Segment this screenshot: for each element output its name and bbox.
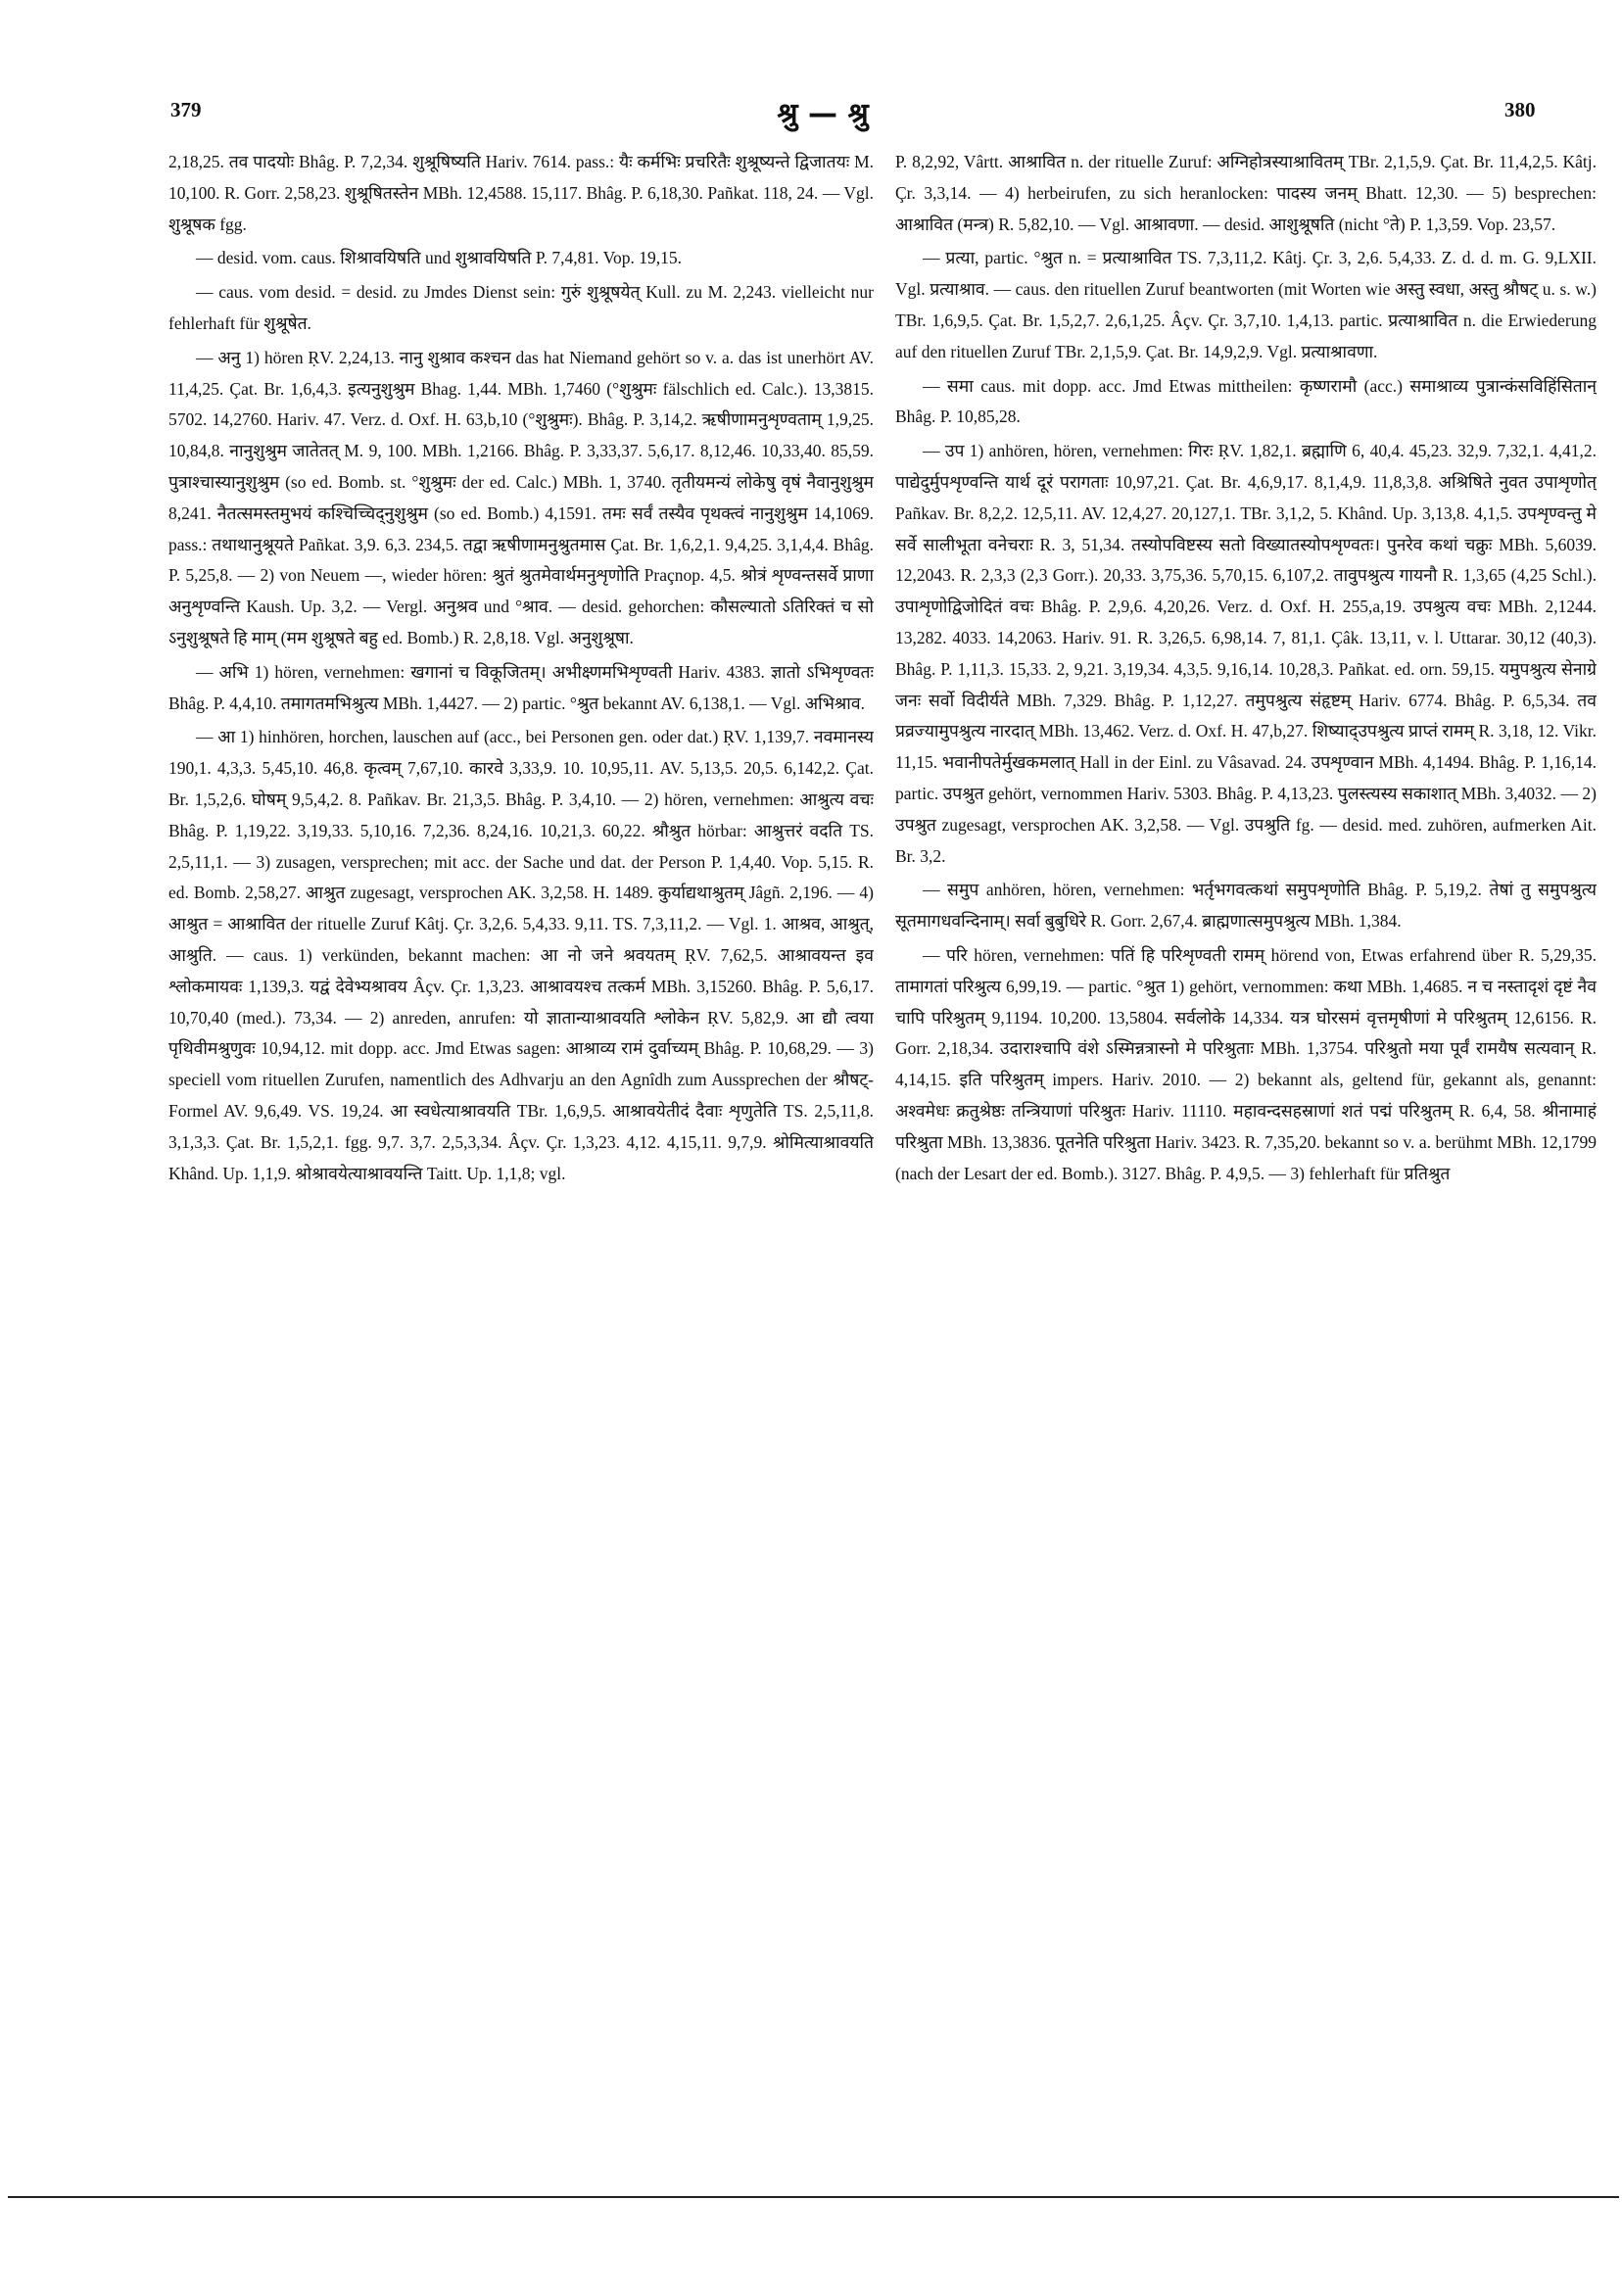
paragraph: — परि hören, vernehmen: पतिं हि परिशृण्वती रामम् hörend von, Etwas erfahrend über R. 5,29,35. तामागतां परिश्रुत्य 6,99,19. — partic. °श्रुत 1) gehört, vernommen: कथा MBh. 1,4685. न च नस्तादृशं दृष्टं नैव चापि परिश्रुतम् 9,1194. 10,200. 13,5804. सर्वलोके 14,334. यत्र घोरसमं वृत्तमृषीणां मे परिश्रुतम् 12,6156. R. Gorr. 2,18,34. उदाराश्चापि वंशे ऽस्मिन्नत्रास्नो मे परिश्रुताः MBh. 1,3754. परिश्रुतो मया पूर्वं रामयैष सत्यवान् R. 4,14,15. इति परिश्रुतम् impers. Hariv. 2010. — 2) bekannt als, geltend für, gekannt als, genannt: अश्वमेधः क्रतुश्रेष्ठः तन्त्रियाणां परिश्रुतः Hariv. 11110. महावन्दसहस्राणां शतं पद्मं परिश्रुतम् R. 6,4, 58. श्रीनामाहं परिश्रुता MBh. 13,3836. पूतनेति परिश्रुता Hariv. 3423. R. 7,35,20. bekannt so v. a. berühmt MBh. 12,1799 (nach der Lesart der ed. Bomb.). 3127. Bhâg. P. 4,9,5. — 3) fehlerhaft für प्रतिश्रुत (895, 944, 1597, 1183)
paragraph: — आ 1) hinhören, horchen, lauschen auf (acc., bei Personen gen. oder dat.) ṚV. 1,139,7. नवमानस्य 190,1. 4,3,3. 5,45,10. 46,8. कृत्वम् 7,67,10. कारवे 3,33,9. 10. 10,95,11. AV. 5,13,5. 20,5. 6,142,2. Çat. Br. 1,5,2,6. घोषम् 9,5,4,2. 8. Pañkav. Br. 21,3,5. Bhâg. P. 3,4,10. — 2) hören, vernehmen: आश्रुत्य वचः Bhâg. P. 1,19,22. 3,19,33. 5,10,16. 7,2,36. 8,24,16. 10,21,3. 60,22. श्रौश्रुत hörbar: आश्रुत्तरं वदति TS. 2,5,11,1. — 3) zusagen, versprechen; mit acc. der Sache und dat. der Person P. 1,4,40. Vop. 5,15. R. ed. Bomb. 2,58,27. आश्रुत zugesagt, versprochen AK. 3,2,58. H. 1489. कुर्याद्यथाश्रुतम् Jâgñ. 2,196. — 4) आश्रुत = आश्रावित der rituelle Zuruf Kâtj. Çr. 3,2,6. 5,4,33. 9,11. TS. 7,3,11,2. — Vgl. 1. आश्रव, आश्रुत्, आश्रुति. — caus. 1) verkünden, bekannt machen: आ नो जने श्रवयतम् ṚV. 7,62,5. आश्रावयन्त इव श्लोकमायवः 1,139,3. यद्वं देवेभ्यश्रावय Âçv. Çr. 1,3,23. आश्रावयश्च तत्कर्म MBh. 3,15260. Bhâg. P. 5,6,17. 10,70,40 (med.). 73,34. — 2) anreden, anrufen: यो ज्ञातान्याश्रावयति श्लोकेन ṚV. 5,82,9. आ द्यौ त्वया पृथिवीमश्रुणुवः 10,94,12. mit dopp. acc. Jmd Etwas sagen: आश्राव्य रामं दुर्वाच्यम् Bhâg. P. 10,68,29. — 3) speciell vom rituellen Zurufen, namentlich des Adhvarju an den Agnîdh zum Aussprechen der श्रौषट्-Formel AV. 9,6,49. VS. 19,24. आ स्वधेत्याश्रावयति TBr. 1,6,9,5. आश्रावयेतीदं दैवाः शृणुतेति TS. 2,5,11,8. 3,1,3,3. Çat. Br. 1,5,2,1. fgg. 9,7. 3,7. 2,5,3,34. Âçv. Çr. 1,3,23. 4,12. 4,15,11. 9,7,9. श्रोमित्याश्रावयति Khând. Up. 1,1,9. श्रोश्रावयेत्याश्रावयन्ति Taitt. Up. 1,1,8; vgl. (168, 727, 874, 1183)
right-column (895, 147, 1597, 2008)
paragraph: — समा caus. mit dopp. acc. Jmd Etwas mittheilen: कृष्णरामौ (acc.) समाश्राव्य पुत्रान्कंसविहिंसितान् Bhâg. P. 10,85,28. (895, 375, 1597, 427)
paragraph: — समुप anhören, hören, vernehmen: भर्तृभगवत्कथां समुपशृणोति Bhâg. P. 5,19,2. तेषां तु समुपश्रुत्य सूतमागधवन्दिनाम्। सर्वा बुबुधिरे R. Gorr. 2,67,4. ब्राह्मणात्समुपश्रुत्य MBh. 1,384. (895, 880, 1597, 932)
bottom-divider (8, 2196, 1619, 2198)
paragraph: — desid. vom. caus. शिश्रावयिषति und शुश्रावयिषति P. 7,4,81. Vop. 19,15. (196, 248, 683, 268)
paragraph: — प्रत्या, partic. °श्रुत n. = प्रत्याश्रावित TS. 7,3,11,2. Kâtj. Çr. 3, 2,6. 5,4,33. Z. d. d. m. G. 9,LXII. Vgl. प्रत्याश्राव. — caus. den rituellen Zuruf beantworten (mit Worten wie अस्तु स्वधा, अस्तु श्रौषट् u. s. w.) TBr. 1,6,9,5. Çat. Br. 1,5,2,7. 2,6,1,25. Âçv. Çr. 3,7,10. 1,4,13. partic. प्रत्याश्रावित n. die Erwiederung auf den rituellen Zuruf TBr. 2,1,5,9. Çat. Br. 14,9,2,9. Vgl. प्रत्याश्रावणा. (895, 248, 1597, 361)
paragraph: — अभि 1) hören, vernehmen: खगानां च विकूजितम्। अभीक्ष्णमभिशृण्वती Hariv. 4383. ज्ञातो ऽभिशृण्वतः Bhâg. P. 4,4,10. तमागतमभिश्रुत्य MBh. 1,4427. — 2) partic. °श्रुत bekannt AV. 6,138,1. — Vgl. अभिश्राव. (168, 661, 874, 713)
page-number-right: 380 (1504, 98, 1536, 121)
left-column (168, 147, 874, 2008)
running-head: श्रु — श्रु (777, 97, 869, 131)
paragraph: 2,18,25. तव पादयोः Bhâg. P. 7,2,34. शुश्रूषिष्यति Hariv. 7614. pass.: यैः कर्मभिः प्रचरितैः शुश्रूष्यन्ते द्विजातयः M. 10,100. R. Gorr. 2,58,23. शुश्रूषितस्तेन MBh. 12,4588. 15,117. Bhâg. P. 6,18,30. Pañkat. 118, 24. — Vgl. शुश्रूषक fgg. (168, 152, 874, 234)
paragraph: — caus. vom desid. = desid. zu Jmdes Dienst sein: गुरुं शुश्रूषयेत् Kull. zu M. 2,243. vielleicht nur fehlerhaft für शुश्रूषेत. (168, 282, 874, 333)
paragraph: P. 8,2,92, Vârtt. आश्रावित n. der rituelle Zuruf: अग्निहोत्रस्याश्रावितम् TBr. 2,1,5,9. Çat. Br. 11,4,2,5. Kâtj. Çr. 3,3,14. — 4) herbeirufen, zu sich heranlocken: पादस्य जनम् Bhatt. 12,30. — 5) besprechen: आश्रावित (मन्त्र) R. 5,82,10. — Vgl. आश्रावणा. — desid. आशुश्रूषति (nicht °ते) P. 1,3,59. Vop. 23,57. (895, 152, 1597, 234)
paragraph: — उप 1) anhören, hören, vernehmen: गिरः ṚV. 1,82,1. ब्रह्माणि 6, 40,4. 45,23. 32,9. 7,32,1. 4,41,2. पाद्येदुर्मुपशृण्वन्ति यार्थ दूरं परागताः 10,97,21. Çat. Br. 4,6,9,17. 8,1,4,9. 11,8,3,8. अश्रिषिते नुवत उपाशृणोत् Pañkav. Br. 8,2,2. 12,5,11. AV. 12,4,27. 20,127,1. TBr. 3,1,2, 5. Khând. Up. 3,13,8. 4,1,5. उपशृण्वन्तु मे सर्वे सालीभूता वनेचराः R. 3, 51,34. तस्योपविष्टस्य सतो विख्यातस्योपशृण्वतः। पुनरेव कथां चक्रुः MBh. 5,6039. 12,2043. R. 2,3,3 (2,3 Gorr.). 20,33. 3,75,36. 5,70,15. 6,107,2. तावुपश्रुत्य गायनौ R. 1,3,65 (4,25 Schl.). उपाशृणोद्विजोदितं वचः Bhâg. P. 2,9,6. 4,20,26. Verz. d. Oxf. H. 255,a,19. उपश्रुत्य वचः MBh. 2,1244. 13,282. 4033. 14,2063. Hariv. 91. R. 3,26,5. 6,98,14. 7, 81,1. Çâk. 13,11, v. l. Uttarar. 30,12 (40,3). Bhâg. P. 1,11,3. 15,33. 2, 9,21. 3,19,34. 4,3,5. 9,16,14. 10,28,3. Pañkat. ed. orn. 59,15. यमुपश्रुत्य सेनाग्रे जनः सर्वो विदीर्यते MBh. 7,329. Bhâg. P. 1,12,27. तमुपश्रुत्य संहृष्टम् Hariv. 6774. Bhâg. P. 6,5,34. तव प्रव्रज्यामुपश्रुत्य नारदात् MBh. 13,462. Verz. d. Oxf. H. 47,b,27. शिष्याद्उपश्रुत्य प्राप्तं रामम् R. 3,18, 12. Vikr. 11,15. भवानीपतेर्मुखकमलात् Hall in der Einl. zu Vâsavad. 24. उपशृण्वान MBh. 4,1494. Bhâg. P. 1,16,14. partic. उपश्रुत gehört, vernommen Hariv. 5303. Bhâg. P. 4,13,23. पुलस्त्यस्य सकाशात् MBh. 3,4032. — 2) उपश्रुत zugesagt, versprochen AK. 3,2,58. — Vgl. उपश्रुति fg. — desid. med. zuhören, aufmerken Ait. Br. 3,2. (895, 441, 1597, 866)
page-number-left: 379 (170, 98, 202, 121)
paragraph: — अनु 1) hören ṚV. 2,24,13. नानु शुश्राव कश्चन das hat Niemand gehört so v. a. das ist unerhört AV. 11,4,25. Çat. Br. 1,6,4,3. इत्यनुशुश्रुम Bhag. 1,44. MBh. 1,7460 (°शुश्रुमः fälschlich ed. Calc.). 13,3815. 5702. 14,2760. Hariv. 47. Verz. d. Oxf. H. 63,b,10 (°शुश्रुमः). Bhâg. P. 3,14,2. ऋषीणामनुशृण्वताम् 1,9,25. 10,84,8. नानुशुश्रुम जातेतत् M. 9, 100. MBh. 1,2166. Bhâg. P. 3,33,37. 5,6,17. 8,12,46. 10,33,40. 85,59. पुत्राश्चास्यानुशुश्रुम (so ed. Bomb. st. °शुश्रुमः der ed. Calc.) MBh. 1, 3740. तृतीयमन्यं लोकेषु वृषं नैवानुशुश्रुम 8,241. नैतत्समस्तमुभयं कश्चिच्चिद्‌नुशुश्रुम (so ed. Bomb.) 4,1591. तमः सर्वं तस्यैव पृथक्त्वं नानुशुश्रुम 14,1069. pass.: तथाथानुश्रूयते Pañkat. 3,9. 6,3. 234,5. तद्वा ऋषीणामनुश्रुतमास Çat. Br. 1,6,2,1. 9,4,25. 3,1,4,4. Bhâg. P. 5,25,8. — 2) von Neuem —, wieder hören: श्रुतं श्रुतमेवार्थमनुशृणोति Praçnop. 4,5. श्रोत्रं शृण्वन्तसर्वे प्राणा अनुशृण्वन्ति Kaush. Up. 3,2. — Vergl. अनुश्रव und °श्राव. — desid. gehorchen: कौसल्यातो ऽतिरिक्तं च सो ऽनुशुश्रूषते हि माम् (मम शुश्रूषते बहु ed. Bomb.) R. 2,8,18. Vgl. अनुशुश्रूषा. (168, 347, 874, 647)
